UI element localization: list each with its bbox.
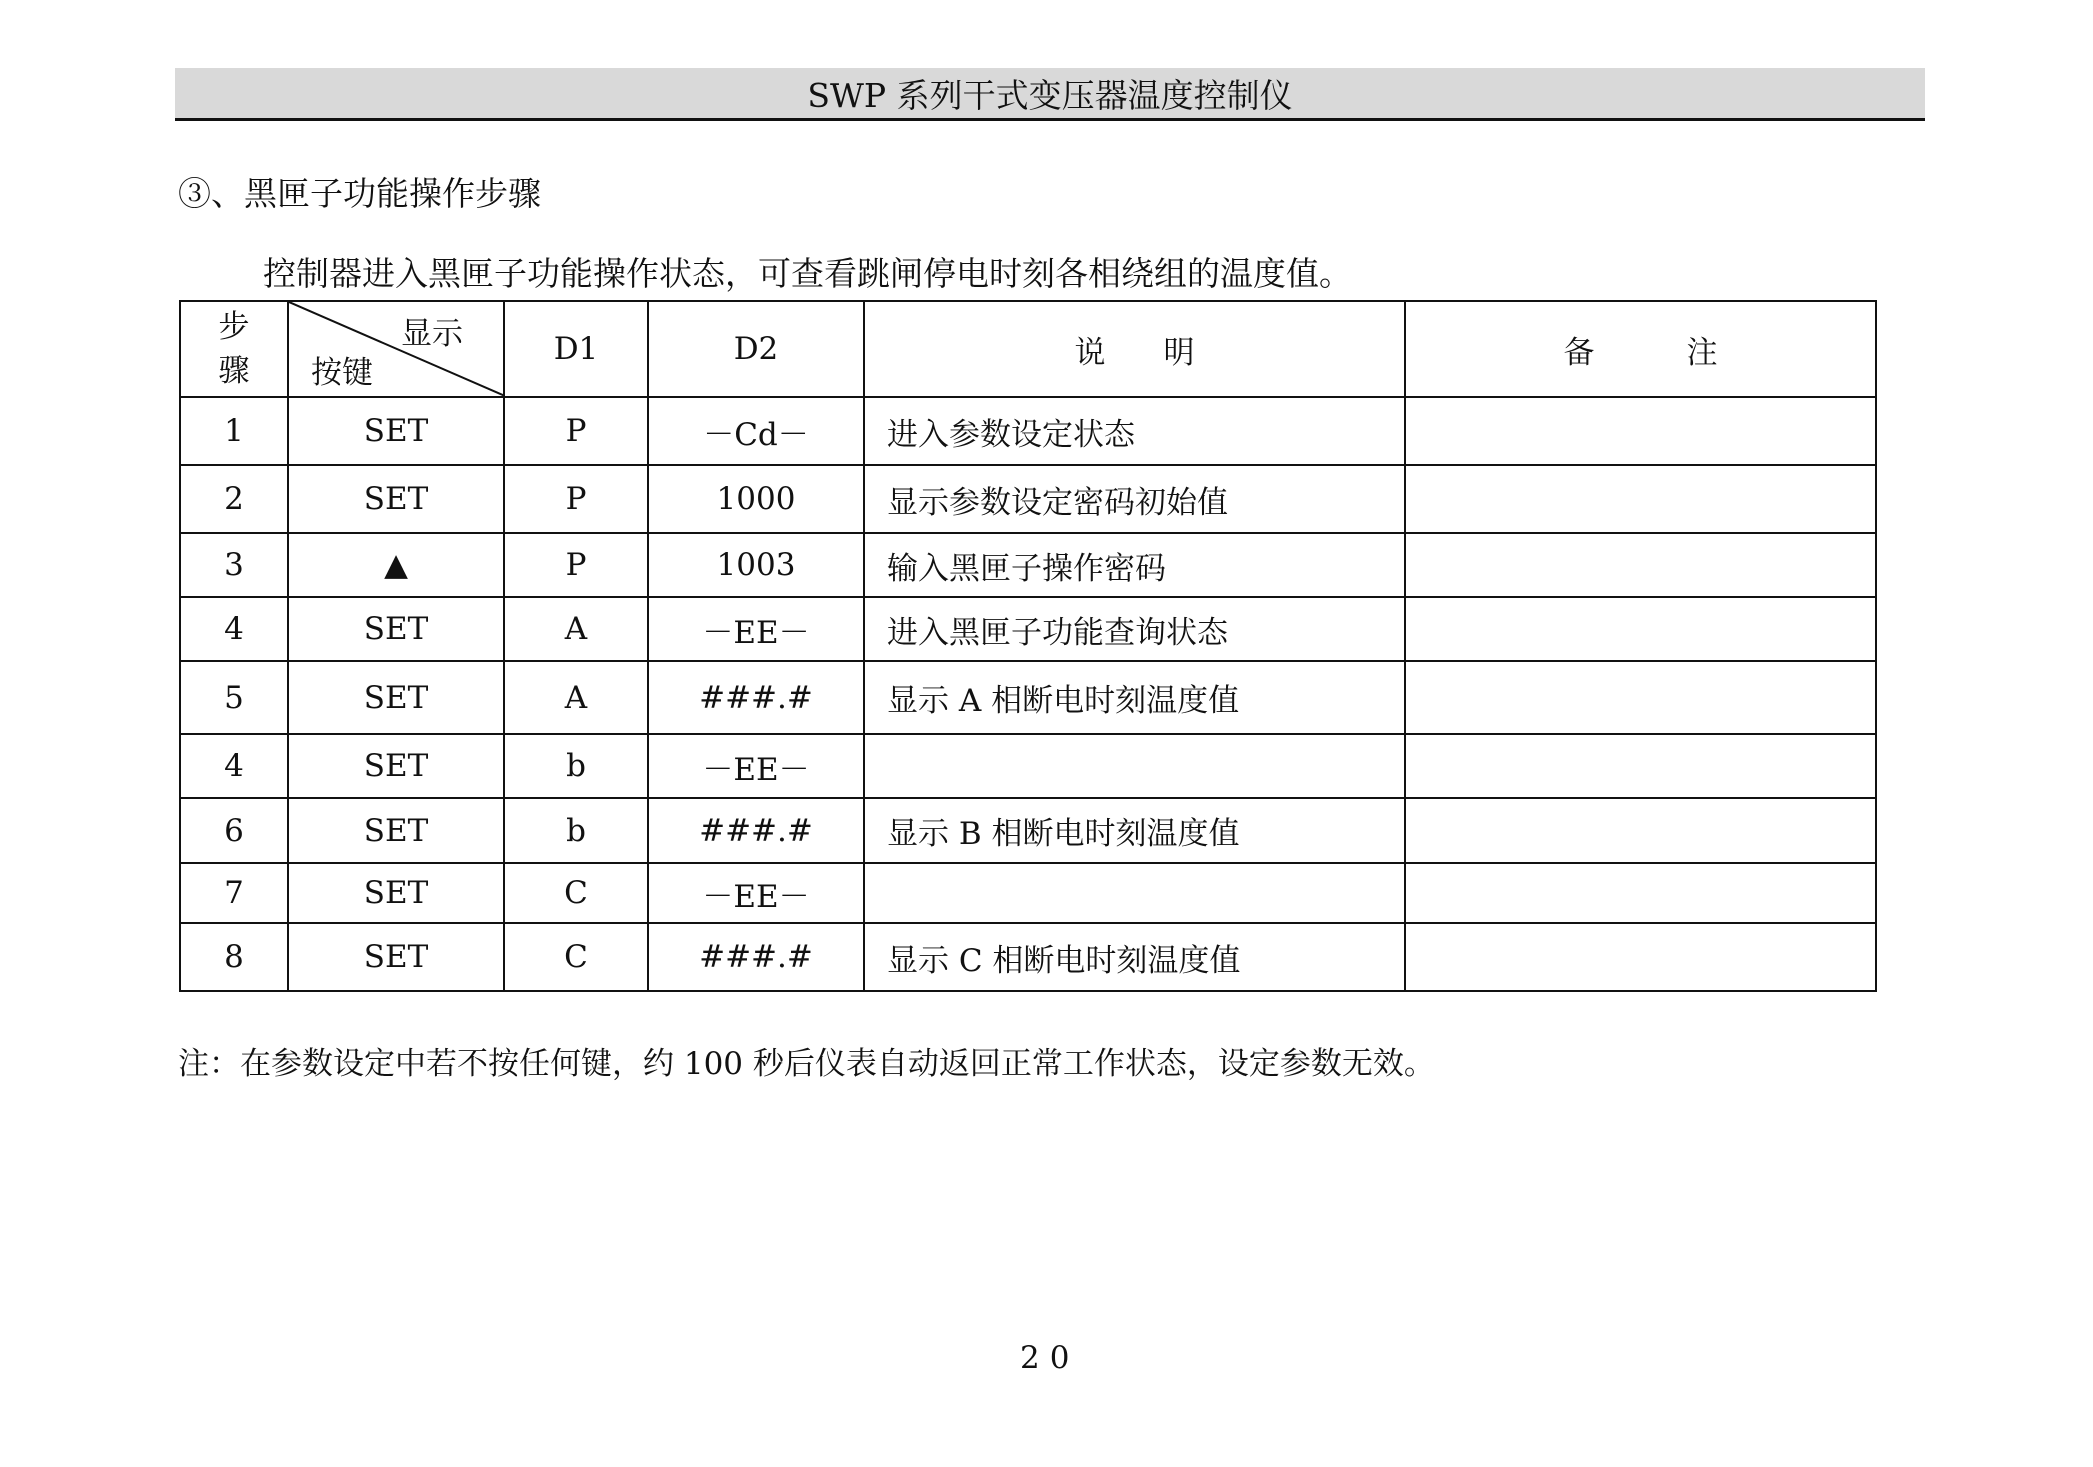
header-description: 说明 (864, 301, 1405, 397)
cell-d2: －EE－ (648, 597, 864, 661)
table-row (180, 661, 1876, 734)
cell-d1: b (504, 798, 648, 863)
cell-d1: P (504, 397, 648, 465)
document-header (175, 68, 1925, 118)
cell-d2: 1003 (648, 533, 864, 597)
cell-step: 1 (180, 397, 288, 465)
cell-d1: A (504, 597, 648, 661)
intro-paragraph: 控制器进入黑匣子功能操作状态，可查看跳闸停电时刻各相绕组的温度值。 (263, 254, 1352, 293)
cell-d2: －EE－ (648, 734, 864, 798)
cell-description: 进入参数设定状态 (864, 397, 1405, 465)
cell-key: SET (288, 465, 504, 533)
cell-step: 8 (180, 923, 288, 991)
cell-description: 进入黑匣子功能查询状态 (864, 597, 1405, 661)
header-key: 按键 (311, 355, 373, 391)
cell-key: SET (288, 661, 504, 734)
cell-d2: －Cd－ (648, 397, 864, 465)
cell-remark (1405, 661, 1876, 734)
cell-step: 7 (180, 863, 288, 923)
cell-step: 4 (180, 597, 288, 661)
table-row (180, 597, 1876, 661)
table-row (180, 533, 1876, 597)
cell-d1: C (504, 923, 648, 991)
cell-key: SET (288, 597, 504, 661)
cell-step: 2 (180, 465, 288, 533)
cell-d1: C (504, 863, 648, 923)
table-row (180, 734, 1876, 798)
cell-step: 4 (180, 734, 288, 798)
table-header-row (180, 301, 1876, 397)
cell-d2: －EE－ (648, 863, 864, 923)
footnote: 注：在参数设定中若不按任何键，约 100 秒后仪表自动返回正常工作状态，设定参数无效。 (178, 1046, 1435, 1082)
cell-key: SET (288, 397, 504, 465)
cell-d1: b (504, 734, 648, 798)
cell-description: 显示 C 相断电时刻温度值 (864, 923, 1405, 991)
table-row (180, 465, 1876, 533)
cell-d2: ###.# (648, 661, 864, 734)
cell-remark (1405, 597, 1876, 661)
cell-remark (1405, 798, 1876, 863)
header-d2: D2 (648, 301, 864, 397)
cell-key: SET (288, 798, 504, 863)
cell-d2: ###.# (648, 923, 864, 991)
cell-d2: 1000 (648, 465, 864, 533)
section-title: ③、黑匣子功能操作步骤 (178, 174, 541, 213)
cell-key: SET (288, 863, 504, 923)
table-row (180, 798, 1876, 863)
cell-step: 6 (180, 798, 288, 863)
header-display: 显示 (401, 316, 463, 352)
cell-remark (1405, 397, 1876, 465)
cell-key: SET (288, 734, 504, 798)
header-step: 步 骤 (180, 301, 288, 397)
cell-remark (1405, 734, 1876, 798)
header-d1: D1 (504, 301, 648, 397)
cell-key: SET (288, 923, 504, 991)
page-number: 20 (1020, 1340, 1080, 1376)
table-row (180, 923, 1876, 991)
header-remark: 备注 (1405, 301, 1876, 397)
cell-remark (1405, 465, 1876, 533)
cell-key-up-arrow: ▲ (288, 533, 504, 597)
cell-description (864, 863, 1405, 923)
cell-d2: ###.# (648, 798, 864, 863)
operation-steps-table (179, 300, 1877, 992)
header-divider (175, 118, 1925, 121)
cell-remark (1405, 863, 1876, 923)
cell-d1: A (504, 661, 648, 734)
cell-d1: P (504, 533, 648, 597)
cell-step: 3 (180, 533, 288, 597)
cell-remark (1405, 533, 1876, 597)
table-row (180, 863, 1876, 923)
cell-description: 输入黑匣子操作密码 (864, 533, 1405, 597)
cell-description: 显示 B 相断电时刻温度值 (864, 798, 1405, 863)
cell-description (864, 734, 1405, 798)
table-row (180, 397, 1876, 465)
header-title: SWP 系列干式变压器温度控制仪 (807, 75, 1293, 115)
cell-description: 显示参数设定密码初始值 (864, 465, 1405, 533)
cell-step: 5 (180, 661, 288, 734)
cell-d1: P (504, 465, 648, 533)
cell-remark (1405, 923, 1876, 991)
cell-description: 显示 A 相断电时刻温度值 (864, 661, 1405, 734)
header-display-key (288, 301, 504, 397)
